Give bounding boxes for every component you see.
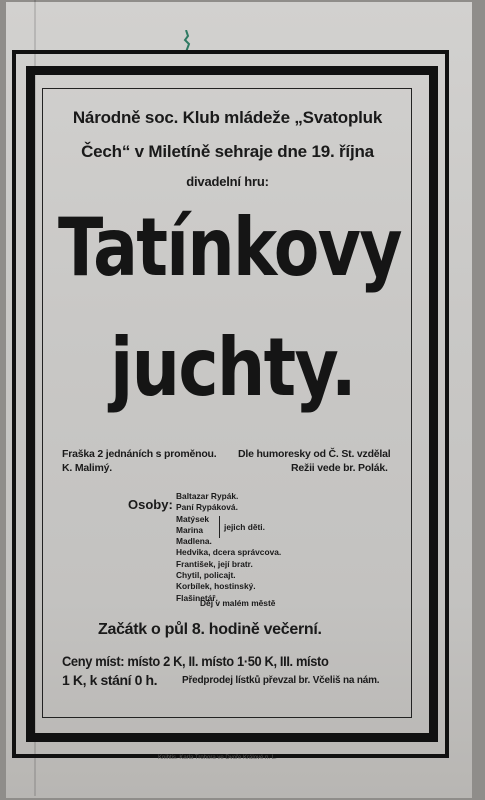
intro-line-3: divadelní hru: <box>186 174 269 189</box>
cast-label: Osoby: <box>128 497 173 512</box>
prices-line-2b: Předprodej lístků převzal br. Včeliš na nám. <box>182 675 380 686</box>
cast-item: Madlena. <box>176 536 212 547</box>
cast-bracket <box>219 516 220 538</box>
cast-item: Baltazar Rypák. <box>176 491 239 501</box>
cast-item: Flašinetář. <box>176 592 218 603</box>
play-title-line-2: juchty. <box>110 321 355 414</box>
cast-item: Paní Rypáková. <box>176 502 238 513</box>
cast-item: Marina <box>176 524 203 535</box>
cast-children-note: jejich děti. <box>224 522 265 532</box>
intro-line-2: Čech“ v Miletíně sehraje dne 19. října <box>81 142 374 161</box>
prices-line-2a: 1 K, k stání 0 h. <box>62 672 158 688</box>
start-time: Začátk o půl 8. hodině večerní. <box>98 621 322 638</box>
cast-list <box>176 491 281 604</box>
genre-right-1: Dle humoresky od Č. St. vzdělal <box>238 448 391 460</box>
cast-item: Hedvika, dcera správcova. <box>176 547 282 558</box>
cast-item: Matýsek <box>176 513 210 524</box>
setting-note: Děj v malém městě <box>200 598 276 608</box>
pin-icon <box>180 30 192 52</box>
intro-line-1: Národně soc. Klub mládeže „Svatopluk <box>72 108 383 127</box>
play-title-line-1: Tatínkovy <box>58 201 401 294</box>
genre-left-1: Fraška 2 jednáních s proměnou. <box>62 448 217 460</box>
cast-item: Chytil, policajt. <box>176 570 236 581</box>
printer-credit: Knihtis. Karla Trohora ve Dvoře Králové n. L. <box>158 755 277 761</box>
genre-right-2: Režii vede br. Polák. <box>291 462 388 474</box>
prices-line-1: Ceny míst: místo 2 K, II. místo 1·50 K, III. místo <box>62 653 329 669</box>
genre-left-2: K. Malimý. <box>62 462 112 474</box>
cast-item: Korbílek, hostinský. <box>176 581 256 592</box>
cast-item: František, její bratr. <box>176 558 253 569</box>
